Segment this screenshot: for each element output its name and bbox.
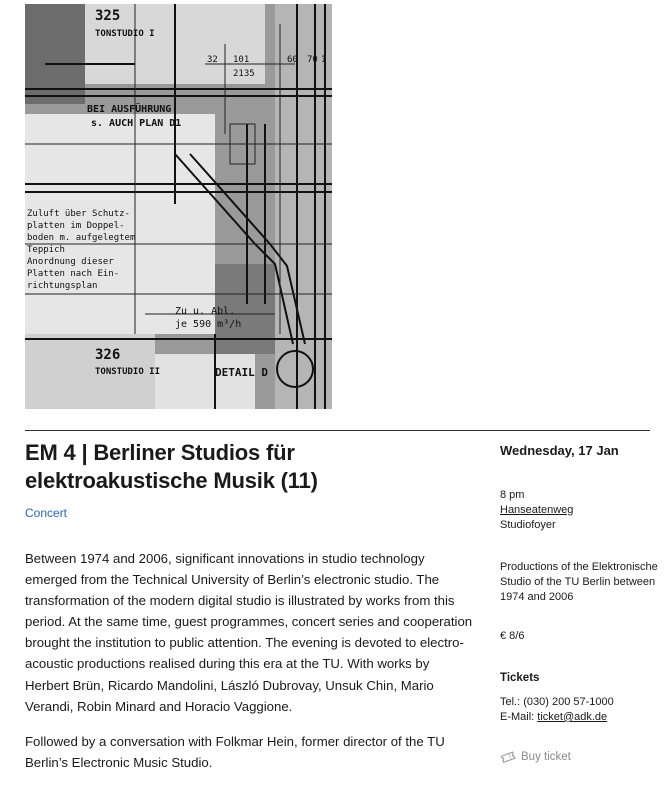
venue-room: Studiofoyer [500,519,556,531]
svg-text:326: 326 [95,347,121,363]
svg-text:60: 60 [287,55,298,65]
ticket-phone: Tel.: (030) 200 57-1000 [500,696,614,708]
event-description [25,548,475,787]
svg-text:boden m. aufgelegtem: boden m. aufgelegtem [27,233,136,243]
ticket-email-link[interactable]: ticket@adk.de [537,711,608,723]
venue-link[interactable]: Hanseatenweg [500,504,574,516]
svg-text:richtungsplan: richtungsplan [27,281,98,291]
ticket-contact [500,695,660,725]
svg-text:Teppich: Teppich [27,245,65,255]
svg-text:32: 32 [207,55,218,65]
svg-text:2135: 2135 [233,69,255,79]
svg-text:1: 1 [321,55,327,65]
svg-text:Zu u. Abl.: Zu u. Abl. [175,306,236,317]
svg-text:101: 101 [233,55,250,65]
buy-ticket-label: Buy ticket [521,751,571,763]
svg-text:325: 325 [95,8,121,24]
time-venue-block [500,488,660,533]
buy-ticket-button[interactable] [500,751,571,763]
event-date: Wednesday, 17 Jan [500,443,619,458]
tickets-heading: Tickets [500,672,540,684]
svg-text:TONSTUDIO I: TONSTUDIO I [95,29,155,39]
svg-text:platten im Doppel-: platten im Doppel- [27,221,125,231]
ticket-icon [500,751,516,763]
event-image [25,4,332,409]
svg-text:Platten nach Ein-: Platten nach Ein- [27,269,120,279]
svg-text:BEI AUSFÜHRUNG: BEI AUSFÜHRUNG [87,104,172,115]
event-title: EM 4 | Berliner Studios für elektroakustische Musik (11) [25,440,318,493]
svg-text:TONSTUDIO II: TONSTUDIO II [95,367,161,377]
svg-text:Zuluft über Schutz-: Zuluft über Schutz- [27,209,130,219]
svg-text:70: 70 [307,55,318,65]
section-divider [25,430,650,431]
event-subtitle: Productions of the Elektronische Studio of the TU Berlin between 1974 and 2006 [500,561,658,603]
email-label: E-Mail: [500,711,538,723]
svg-text:Anordnung dieser: Anordnung dieser [27,257,114,267]
event-time: 8 pm [500,489,525,501]
category-link[interactable]: Concert [25,506,68,520]
description-paragraph: Between 1974 and 2006, significant innovations in studio technology emerged from the Technical University of Berlin’s electronic studio. The transformation of the modern digital studio is illustrated by works from this period. At the same time, guest programmes, concert series and cooperation brought the institution to public attention. The evening is devoted to electro-acoustic productions realised during this era at the TU. With works by Herbert Brün, Ricardo Mandolini, László Dubrovay, Unsuk Chin, Mario Verandi, Robin Minard and Horacio Vaggione. [25,551,473,714]
description-paragraph: Followed by a conversation with Folkmar Hein, former director of the TU Berlin’s Electronic Music Studio. [25,733,445,770]
svg-text:je 590 m³/h: je 590 m³/h [175,319,242,330]
svg-text:DETAIL D: DETAIL D [215,366,268,379]
ticket-price: € 8/6 [500,630,525,642]
svg-text:s. AUCH PLAN D1: s. AUCH PLAN D1 [91,118,182,129]
